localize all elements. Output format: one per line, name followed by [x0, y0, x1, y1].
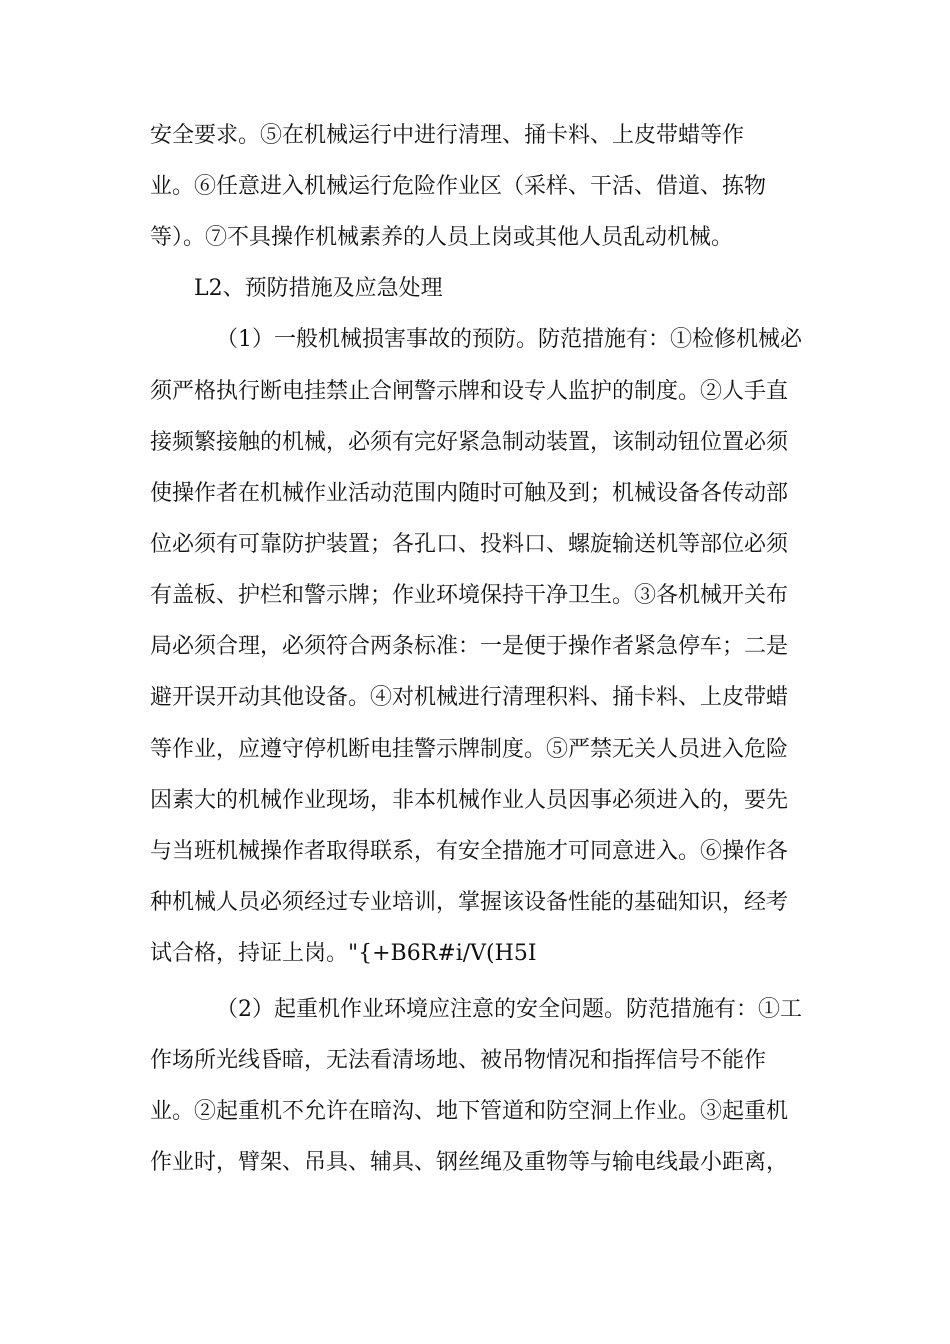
text-line: （1）一般机械损害事故的预防。防范措施有：①检修机械必	[216, 327, 802, 352]
text-line: 等）。⑦不具操作机械素养的人员上岗或其他人员乱动机械。	[150, 225, 734, 250]
text-line: 业。②起重机不允许在暗沟、地下管道和防空洞上作业。③起重机	[150, 1099, 789, 1124]
text-line: 局必须合理，必须符合两条标准：一是便于操作者紧急停车；二是	[150, 634, 789, 659]
text-line: 因素大的机械作业现场，非本机械作业人员因事必须进入的，要先	[150, 788, 789, 813]
text-line: 等作业，应遵守停机断电挂警示牌制度。⑤严禁无关人员进入危险	[150, 737, 789, 762]
text-line: 有盖板、护栏和警示牌；作业环境保持干净卫生。③各机械开关布	[150, 583, 789, 608]
text-line: 试合格，持证上岗。"{+B6R#i/V(H5I	[150, 941, 537, 966]
text-line: 业。⑥任意进入机械运行危险作业区（采样、干活、借道、拣物	[150, 174, 767, 199]
text-line: 种机械人员必须经过专业培训，掌握该设备性能的基础知识，经考	[150, 890, 789, 915]
text-line: 使操作者在机械作业活动范围内随时可触及到；机械设备各传动部	[150, 481, 789, 506]
text-line: 与当班机械操作者取得联系，有安全措施才可同意进入。⑥操作各	[150, 839, 789, 864]
text-line: 接频繁接触的机械，必须有完好紧急制动装置，该制动钮位置必须	[150, 430, 789, 455]
section-heading: L2、预防措施及应急处理	[194, 276, 443, 301]
text-line: 作业时，臂架、吊具、辅具、钢丝绳及重物等与输电线最小距离，	[150, 1150, 789, 1175]
text-line: （2）起重机作业环境应注意的安全问题。防范措施有：①工	[216, 997, 802, 1022]
text-line: 须严格执行断电挂禁止合闸警示牌和设专人监护的制度。②人手直	[150, 379, 789, 404]
text-line: 位必须有可靠防护装置；各孔口、投料口、螺旋输送机等部位必须	[150, 532, 789, 557]
text-line: 作场所光线昏暗，无法看清场地、被吊物情况和指挥信号不能作	[150, 1048, 767, 1073]
text-line: 避开误开动其他设备。④对机械进行清理积料、捅卡料、上皮带蜡	[150, 685, 789, 710]
text-line: 安全要求。⑤在机械运行中进行清理、捅卡料、上皮带蜡等作	[150, 123, 745, 148]
